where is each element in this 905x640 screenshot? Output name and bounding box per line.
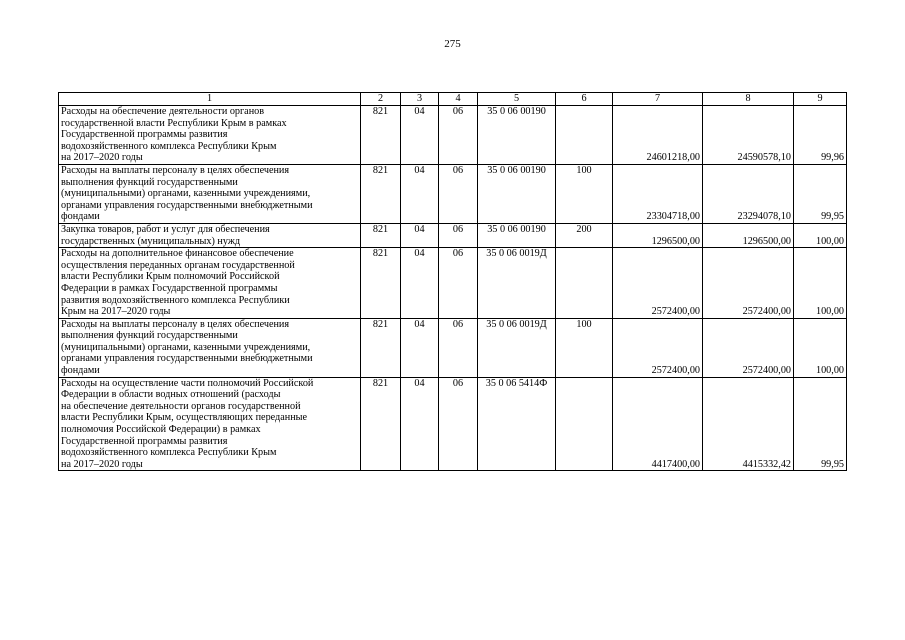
executed-amount: 23294078,10 xyxy=(703,164,794,223)
execution-percent: 99,95 xyxy=(794,164,847,223)
executed-amount: 2572400,00 xyxy=(703,248,794,319)
subsection-code: 06 xyxy=(439,248,478,319)
planned-amount: 2572400,00 xyxy=(613,318,703,377)
expense-description: Расходы на дополнительное финансовое обеспечение осуществления переданных органам государственной власти Республики Крым полномочий Российской Федерации в рамках Государственной программы развития водохозяйственного комплекса Республики Крым на 2017–2020 годы xyxy=(59,248,361,319)
executed-amount: 24590578,10 xyxy=(703,106,794,165)
planned-amount: 4417400,00 xyxy=(613,377,703,471)
table-row xyxy=(59,223,847,247)
section-code: 04 xyxy=(401,377,439,471)
planned-amount: 1296500,00 xyxy=(613,223,703,247)
execution-percent: 100,00 xyxy=(794,248,847,319)
table-row xyxy=(59,164,847,223)
page-number: 275 xyxy=(444,38,461,50)
execution-percent: 99,95 xyxy=(794,377,847,471)
expense-description: Расходы на выплаты персоналу в целях обеспечения выполнения функций государственными (муниципальными) органами, казенными учреждениями, органами управления государственными внебюджетными фондами xyxy=(59,318,361,377)
column-header: 2 xyxy=(361,93,401,106)
expense-type-code: 200 xyxy=(556,223,613,247)
executed-amount: 2572400,00 xyxy=(703,318,794,377)
execution-percent: 99,96 xyxy=(794,106,847,165)
subsection-code: 06 xyxy=(439,377,478,471)
column-header: 8 xyxy=(703,93,794,106)
subsection-code: 06 xyxy=(439,318,478,377)
column-header: 3 xyxy=(401,93,439,106)
column-header: 7 xyxy=(613,93,703,106)
expense-type-code: 100 xyxy=(556,164,613,223)
expense-description: Расходы на обеспечение деятельности органов государственной власти Республики Крым в рамках Государственной программы развития водохозяйственного комплекса Республики Крым на 2017–2020 годы xyxy=(59,106,361,165)
execution-percent: 100,00 xyxy=(794,223,847,247)
target-item-code: 35 0 06 00190 xyxy=(478,106,556,165)
ministry-code: 821 xyxy=(361,106,401,165)
ministry-code: 821 xyxy=(361,223,401,247)
section-code: 04 xyxy=(401,248,439,319)
subsection-code: 06 xyxy=(439,106,478,165)
expense-type-code xyxy=(556,248,613,319)
table-row xyxy=(59,377,847,471)
subsection-code: 06 xyxy=(439,223,478,247)
subsection-code: 06 xyxy=(439,164,478,223)
column-header: 6 xyxy=(556,93,613,106)
planned-amount: 2572400,00 xyxy=(613,248,703,319)
table-row xyxy=(59,106,847,165)
column-header: 4 xyxy=(439,93,478,106)
target-item-code: 35 0 06 00190 xyxy=(478,164,556,223)
target-item-code: 35 0 06 0019Д xyxy=(478,318,556,377)
executed-amount: 4415332,42 xyxy=(703,377,794,471)
planned-amount: 24601218,00 xyxy=(613,106,703,165)
column-header: 5 xyxy=(478,93,556,106)
table-row xyxy=(59,248,847,319)
target-item-code: 35 0 06 00190 xyxy=(478,223,556,247)
expense-type-code xyxy=(556,377,613,471)
target-item-code: 35 0 06 5414Ф xyxy=(478,377,556,471)
section-code: 04 xyxy=(401,164,439,223)
table-row xyxy=(59,318,847,377)
ministry-code: 821 xyxy=(361,248,401,319)
expense-description: Расходы на осуществление части полномочий Российской Федерации в области водных отношений (расходы на обеспечение деятельности органов государственной власти Республики Крым, осуществляющих переданные полномочия Российской Федерации) в рамках Государственной программы развития водохозяйственного комплекса Республики Крым на 2017–2020 годы xyxy=(59,377,361,471)
budget-table xyxy=(58,92,847,471)
expense-description: Расходы на выплаты персоналу в целях обеспечения выполнения функций государственными (муниципальными) органами, казенными учреждениями, органами управления государственными внебюджетными фондами xyxy=(59,164,361,223)
expense-type-code: 100 xyxy=(556,318,613,377)
ministry-code: 821 xyxy=(361,164,401,223)
section-code: 04 xyxy=(401,106,439,165)
ministry-code: 821 xyxy=(361,318,401,377)
table-header-row xyxy=(59,93,847,106)
column-header: 1 xyxy=(59,93,361,106)
execution-percent: 100,00 xyxy=(794,318,847,377)
expense-type-code xyxy=(556,106,613,165)
expense-description: Закупка товаров, работ и услуг для обеспечения государственных (муниципальных) нужд xyxy=(59,223,361,247)
ministry-code: 821 xyxy=(361,377,401,471)
section-code: 04 xyxy=(401,223,439,247)
planned-amount: 23304718,00 xyxy=(613,164,703,223)
executed-amount: 1296500,00 xyxy=(703,223,794,247)
column-header: 9 xyxy=(794,93,847,106)
target-item-code: 35 0 06 0019Д xyxy=(478,248,556,319)
section-code: 04 xyxy=(401,318,439,377)
